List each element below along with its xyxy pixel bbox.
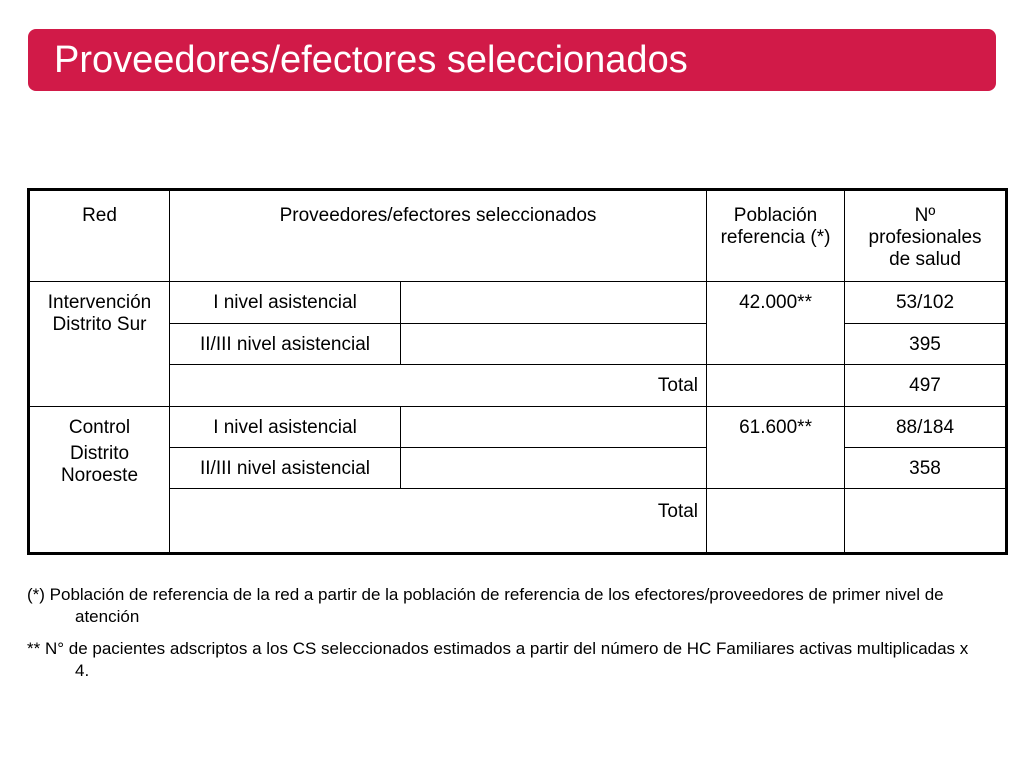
total-row <box>29 489 1007 554</box>
detalle-cell <box>401 282 707 324</box>
total-poblacion-cell <box>707 489 845 554</box>
table-row <box>29 324 1007 365</box>
red-label-line2: Distrito Sur <box>52 314 147 335</box>
red-label-line1: Intervención <box>47 292 152 313</box>
nivel-cell: II/III nivel asistencial <box>170 324 401 365</box>
detalle-cell <box>401 324 707 365</box>
red-cell-control <box>29 407 170 554</box>
table-row <box>29 448 1007 489</box>
total-label: Total <box>170 489 707 554</box>
detalle-cell <box>401 407 707 448</box>
total-profesionales-cell: 497 <box>845 365 1007 407</box>
red-label-line1: Control <box>68 417 131 438</box>
footnote-pacientes: ** N° de pacientes adscriptos a los CS seleccionados estimados a partir del número de HC Familiares activas multiplicadas x 4. <box>27 639 969 680</box>
profesionales-cell: 88/184 <box>845 407 1007 448</box>
total-poblacion-cell <box>707 365 845 407</box>
poblacion-cell: 42.000** <box>707 282 845 365</box>
red-cell-intervencion <box>29 282 170 407</box>
nivel-cell: I nivel asistencial <box>170 407 401 448</box>
table-row <box>29 407 1007 448</box>
profesionales-cell: 358 <box>845 448 1007 489</box>
nivel-cell: II/III nivel asistencial <box>170 448 401 489</box>
total-row <box>29 365 1007 407</box>
header-red: Red <box>29 190 170 282</box>
header-proveedores: Proveedores/efectores seleccionados <box>170 190 707 282</box>
header-row <box>29 190 1007 282</box>
footnote-poblacion: (*) Población de referencia de la red a partir de la población de referencia de los efectores/proveedores de primer nivel de atención <box>27 585 944 626</box>
detalle-cell <box>401 448 707 489</box>
table-row <box>29 282 1007 324</box>
total-profesionales-cell <box>845 489 1007 554</box>
total-label: Total <box>170 365 707 407</box>
red-label-line2: Distrito Noroeste <box>60 443 139 486</box>
page-title: Proveedores/efectores seleccionados <box>54 38 688 81</box>
profesionales-cell: 53/102 <box>845 282 1007 324</box>
header-profesionales: Nº profesionales de salud <box>845 190 1007 282</box>
providers-table <box>27 188 1008 555</box>
header-poblacion: Población referencia (*) <box>707 190 845 282</box>
nivel-cell: I nivel asistencial <box>170 282 401 324</box>
title-bar <box>28 29 996 91</box>
profesionales-cell: 395 <box>845 324 1007 365</box>
footnotes <box>27 584 987 692</box>
poblacion-cell: 61.600** <box>707 407 845 489</box>
